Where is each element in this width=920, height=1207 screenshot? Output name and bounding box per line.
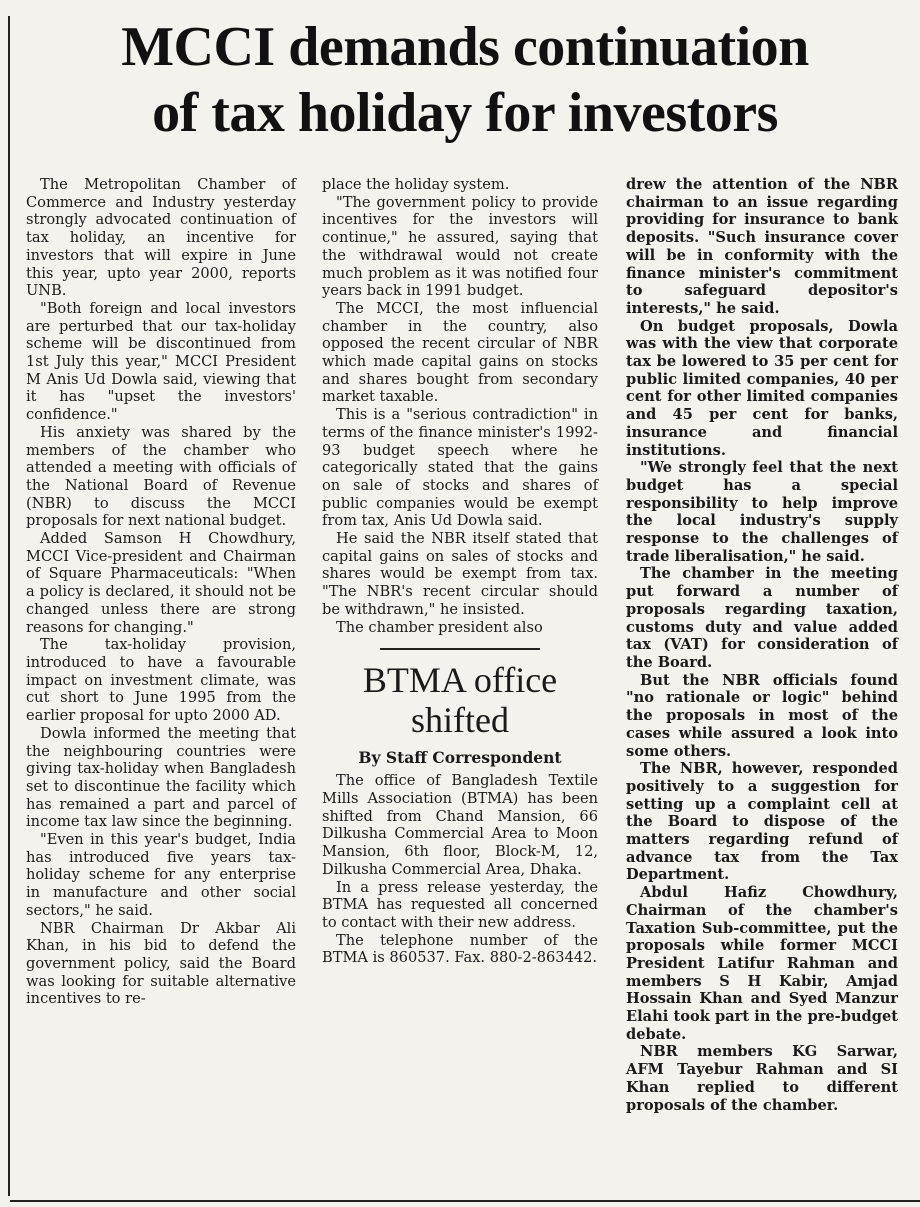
- paragraph: place the holiday system.: [322, 176, 510, 193]
- paragraph: "Both foreign and local investors are perturbed that our tax-holiday scheme will be discontinued from 1st July this year," MCCI President M Anis Ud Dowla said, viewing that it has "upset the investors' confidence.": [26, 299, 296, 424]
- btma-headline-line-2: shifted: [411, 700, 509, 741]
- paragraph: "Even in this year's budget, India has introduced five years tax-holiday scheme for any enterprise in manufacture and other social sectors," he said.: [26, 831, 296, 919]
- byline: By Staff Correspondent: [358, 748, 562, 768]
- paragraph: Dowla informed the meeting that the neighbouring countries were giving tax-holiday when Bangladesh set to discontinue the facility which has remained a part and parcel of income tax law since the beginning.: [26, 724, 296, 831]
- paragraph: The office of Bangladesh Textile Mills Association (BTMA) has been shifted from Chand Mansion, 66 Dilkusha Commercial Area to Moon Mansion, 6th floor, Block-M, 12, Dilkusha Commercial Area, Dhaka.: [322, 772, 598, 878]
- story-separator: [380, 648, 540, 650]
- paragraph: Abdul Hafiz Chowdhury, Chairman of the chamber's Taxation Sub-committee, put the proposals while former MCCI President Latifur Rahman and members S H Kabir, Amjad Hossain Khan and Syed Manzur Elahi took part in the pre-budget debate.: [626, 884, 898, 1043]
- article-column-3: [626, 176, 898, 1114]
- paragraph: The chamber in the meeting put forward a number of proposals regarding taxation, customs duty and value added tax (VAT) for consideration of the Board.: [626, 565, 898, 671]
- article-column-1: [26, 176, 296, 1008]
- paragraph: On budget proposals, Dowla was with the view that corporate tax be lowered to 35 per cent for public limited companies, 40 per cent for other limited companies and 45 per cent for banks, insurance and financial institutions.: [626, 317, 898, 459]
- btma-headline: [322, 660, 598, 740]
- paragraph: But the NBR officials found "no rationale or logic" behind the proposals in most of the cases while assured a look into some others.: [626, 671, 898, 760]
- paragraph: Added Samson H Chowdhury, MCCI Vice-president and Chairman of Square Pharmaceuticals: "When a policy is declared, it should not be changed unless there are strong reasons for changing.": [26, 530, 296, 636]
- paragraph: The NBR, however, responded positively to a suggestion for setting up a complaint cell at the Board to dispose of the matters regarding refund of advance tax from the Tax Department.: [626, 760, 898, 884]
- left-column-rule: [8, 16, 10, 1196]
- paragraph: The telephone number of the BTMA is 860537. Fax. 880-2-863442.: [322, 931, 598, 967]
- paragraph: The Metropolitan Chamber of Commerce and Industry yesterday strongly advocated continuation of tax holiday, an incentive for investors that will expire in June this year, upto year 2000, reports UNB.: [26, 176, 296, 300]
- paragraph: NBR Chairman Dr Akbar Ali Khan, in his bid to defend the government policy, said the Board was looking for suitable alternative incentives to re-: [26, 919, 296, 1008]
- article-column-2: [322, 176, 598, 967]
- paragraph: He said the NBR itself stated that capital gains on sales of stocks and shares would be exempt from tax. "The NBR's recent circular should be withdrawn," he insisted.: [322, 530, 598, 618]
- headline: [20, 14, 910, 146]
- btma-headline-line-1: BTMA office: [362, 660, 558, 701]
- paragraph: "We strongly feel that the next budget has a special responsibility to help improve the local industry's supply response to the challenges of trade liberalisation," he said.: [626, 459, 898, 565]
- btma-story: [322, 660, 598, 967]
- paragraph: The chamber president also: [336, 618, 543, 636]
- paragraph: His anxiety was shared by the members of the chamber who attended a meeting with officials of the National Board of Revenue (NBR) to discuss the MCCI proposals for next national budget.: [26, 423, 296, 530]
- paragraph: "The government policy to provide incentives for the investors will continue," he assured, saying that the withdrawal would not create much problem as it was notified four years back in 1991 budget.: [322, 193, 598, 300]
- bottom-rule: [10, 1200, 920, 1202]
- headline-line-2: of tax holiday for investors: [152, 82, 778, 144]
- paragraph: NBR members KG Sarwar, AFM Tayebur Rahman and SI Khan replied to different proposals of the chamber.: [626, 1043, 898, 1114]
- paragraph: drew the attention of the NBR chairman to an issue regarding providing for insurance to bank deposits. "Such insurance cover will be in conformity with the finance minister's commitment to safeguard depositor's interests," he said.: [626, 176, 898, 317]
- paragraph: This is a "serious contradiction" in terms of the finance minister's 1992-93 budget speech where he categorically stated that the gains on sale of stocks and shares of public companies would be exempt from tax, Anis Ud Dowla said.: [322, 406, 598, 530]
- paragraph: The MCCI, the most influencial chamber in the country, also opposed the recent circular of NBR which made capital gains on stocks and shares bought from secondary market taxable.: [322, 299, 598, 406]
- paragraph: The tax-holiday provision, introduced to have a favourable impact on investment climate, was cut short to June 1995 from the earlier proposal for upto 2000 AD.: [26, 636, 296, 725]
- paragraph: In a press release yesterday, the BTMA has requested all concerned to contact with their new address.: [322, 878, 598, 931]
- headline-line-1: MCCI demands continuation: [121, 16, 809, 78]
